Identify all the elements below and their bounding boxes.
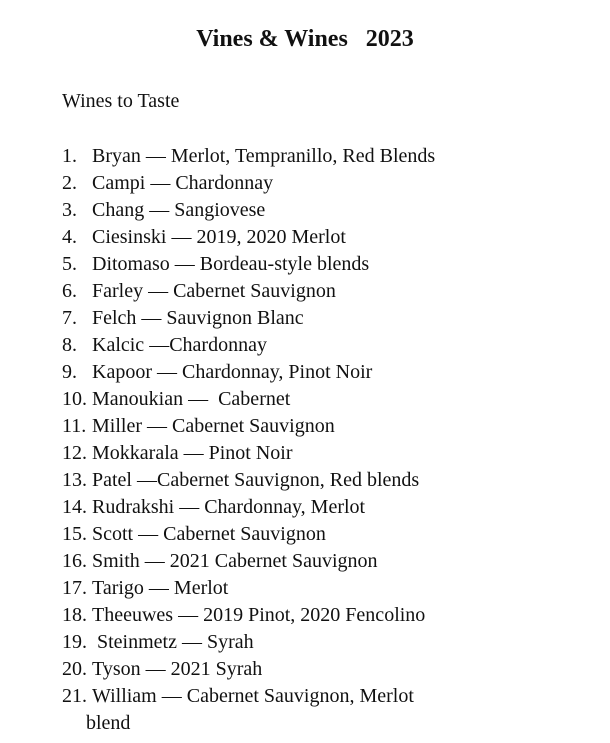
list-item-continuation: blend (86, 712, 131, 734)
item-text: Tyson — 2021 Syrah (92, 658, 263, 680)
item-number: 9. (62, 361, 77, 383)
item-number: 12. (62, 442, 87, 464)
list-item (62, 305, 602, 332)
item-number: 13. (62, 469, 87, 491)
list-item (62, 521, 602, 548)
item-number: 4. (62, 226, 77, 248)
item-number: 20. (62, 658, 87, 680)
item-text: Chang — Sangiovese (92, 199, 266, 221)
list-item (62, 548, 602, 575)
list-item (62, 359, 602, 386)
list-item (62, 386, 602, 413)
item-number: 19. (62, 631, 87, 653)
list-item (62, 143, 602, 170)
item-text: Steinmetz — Syrah (92, 631, 254, 653)
list-item (62, 629, 602, 656)
list-item (62, 224, 602, 251)
item-number: 16. (62, 550, 87, 572)
list-item (62, 602, 602, 629)
item-text: Scott — Cabernet Sauvignon (92, 523, 326, 545)
item-number: 1. (62, 145, 77, 167)
item-number: 5. (62, 253, 77, 275)
list-item (62, 494, 602, 521)
list-item (62, 656, 602, 683)
item-number: 21. (62, 685, 87, 707)
item-text: Ciesinski — 2019, 2020 Merlot (92, 226, 346, 248)
item-text: Mokkarala — Pinot Noir (92, 442, 293, 464)
item-text: Manoukian — Cabernet (92, 388, 291, 410)
item-text: Smith — 2021 Cabernet Sauvignon (92, 550, 378, 572)
item-text: Kapoor — Chardonnay, Pinot Noir (92, 361, 373, 383)
item-number: 14. (62, 496, 87, 518)
item-text: Theeuwes — 2019 Pinot, 2020 Fencolino (92, 604, 426, 626)
list-item (62, 467, 602, 494)
item-text: William — Cabernet Sauvignon, Merlot (92, 685, 414, 707)
item-number: 11. (62, 415, 87, 437)
item-text: Miller — Cabernet Sauvignon (92, 415, 335, 437)
wine-list (62, 143, 602, 737)
item-number: 3. (62, 199, 77, 221)
item-number: 2. (62, 172, 77, 194)
list-item (62, 332, 602, 359)
item-text: Patel —Cabernet Sauvignon, Red blends (92, 469, 420, 491)
item-text: Bryan — Merlot, Tempranillo, Red Blends (92, 145, 436, 167)
item-text: Felch — Sauvignon Blanc (92, 307, 304, 329)
list-item (62, 197, 602, 224)
item-text: Kalcic —Chardonnay (92, 334, 267, 356)
item-text: Campi — Chardonnay (92, 172, 274, 194)
item-text: Rudrakshi — Chardonnay, Merlot (92, 496, 366, 518)
item-number: 7. (62, 307, 77, 329)
item-number: 6. (62, 280, 77, 302)
item-text: Ditomaso — Bordeau-style blends (92, 253, 370, 275)
item-number: 15. (62, 523, 87, 545)
list-item (62, 170, 602, 197)
item-number: 8. (62, 334, 77, 356)
list-item (62, 278, 602, 305)
list-item (62, 413, 602, 440)
item-text: Farley — Cabernet Sauvignon (92, 280, 336, 302)
item-number: 18. (62, 604, 87, 626)
list-item (62, 440, 602, 467)
list-item (62, 251, 602, 278)
section-heading: Wines to Taste (62, 90, 180, 112)
item-number: 17. (62, 577, 87, 599)
item-text: Tarigo — Merlot (92, 577, 229, 599)
item-number: 10. (62, 388, 87, 410)
list-item (62, 683, 602, 710)
page-title: Vines & Wines 2023 (196, 26, 414, 52)
list-item (62, 575, 602, 602)
